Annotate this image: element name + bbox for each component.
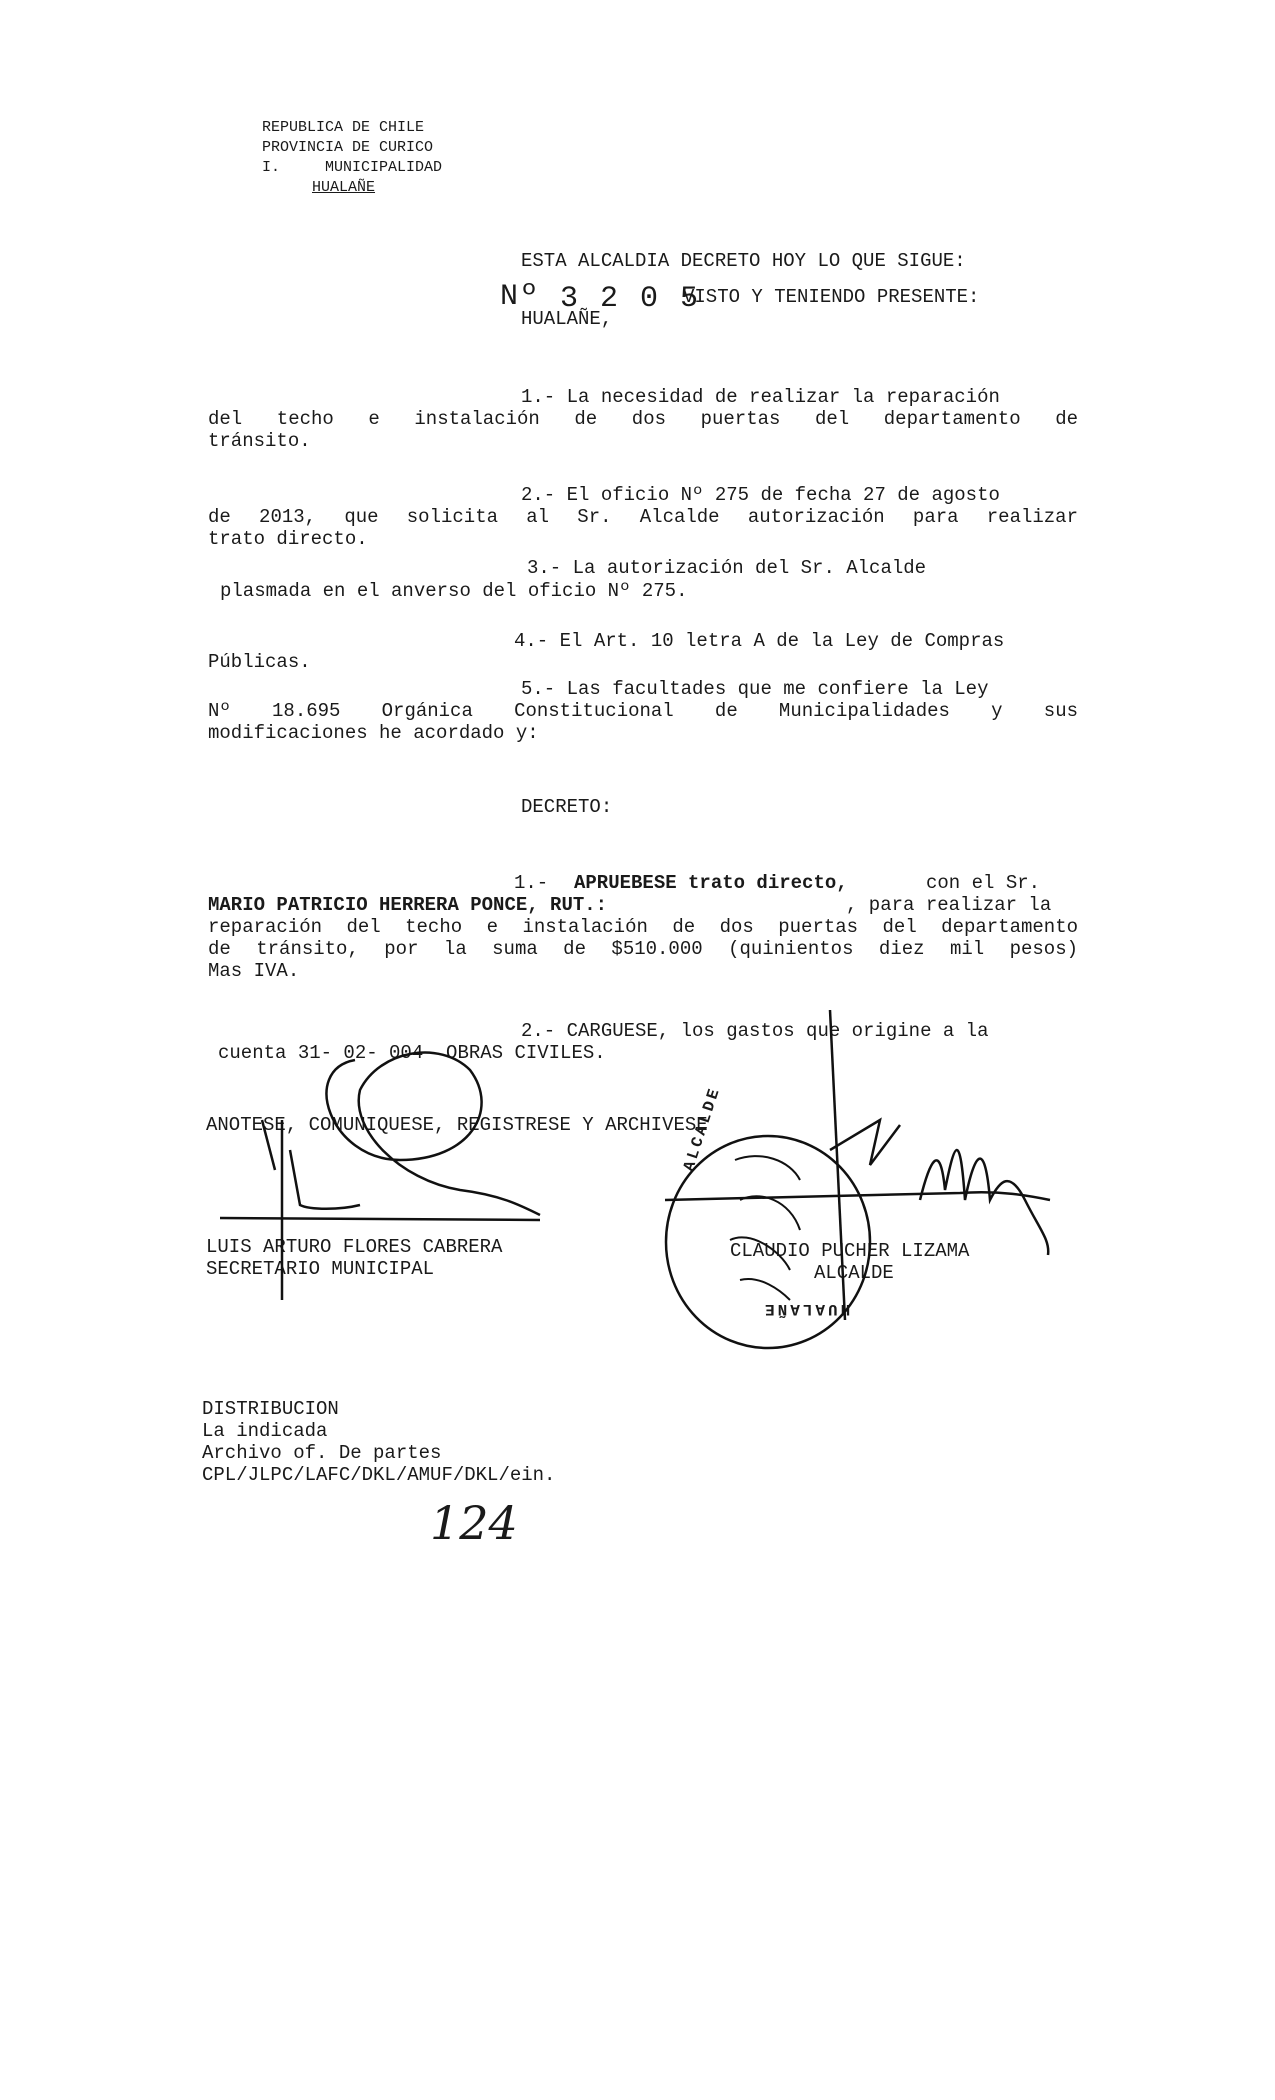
- visto-2-line-2: de 2013, que solicita al Sr. Alcalde autorización para realizar: [208, 506, 1078, 528]
- place-line: HUALAÑE,: [521, 308, 613, 330]
- decreto-1-tail: , para realizar la: [846, 894, 1052, 916]
- handwritten-page-number: 124: [430, 1496, 518, 1550]
- decreto-2-line-2: cuenta 31- 02- 004 OBRAS CIVILES.: [218, 1042, 606, 1064]
- decreto-2-line-1: 2.- CARGUESE, los gastos que origine a la: [521, 1020, 989, 1042]
- visto-2-body: [208, 506, 1078, 550]
- visto-5-line-2: Nº 18.695 Orgánica Constitucional de Municipalidades y sus: [208, 700, 1078, 722]
- visto-4-line-1: 4.- El Art. 10 letra A de la Ley de Compras: [514, 630, 1005, 652]
- visto-line: VISTO Y TENIENDO PRESENTE:: [683, 286, 980, 308]
- distribution-line-3: CPL/JLPC/LAFC/DKL/AMUF/DKL/ein.: [202, 1464, 556, 1486]
- decree-number-prefix: Nº: [500, 280, 541, 314]
- decree-number: 3 2 0 5: [560, 282, 701, 316]
- decreto-1-number: 1.-: [514, 872, 549, 894]
- visto-5-line-1: 5.- Las facultades que me confiere la Ley: [521, 678, 989, 700]
- signature-left-name: LUIS ARTURO FLORES CABRERA: [206, 1236, 503, 1258]
- visto-2-line-3: trato directo.: [208, 528, 368, 550]
- visto-3-line-2: plasmada en el anverso del oficio Nº 275.: [220, 580, 688, 602]
- header-province: PROVINCIA DE CURICO: [262, 139, 434, 156]
- decreto-1-bold: APRUEBESE trato directo,: [574, 872, 848, 894]
- decreto-1-name: MARIO PATRICIO HERRERA PONCE, RUT.:: [208, 894, 608, 916]
- distribution-line-2: Archivo of. De partes: [202, 1442, 442, 1464]
- visto-5-body: [208, 700, 1078, 744]
- signature-left-title: SECRETARIO MUNICIPAL: [206, 1258, 435, 1280]
- visto-1-body: [208, 408, 1078, 452]
- header-republic: REPUBLICA DE CHILE: [262, 119, 425, 136]
- decreto-1-body: [208, 916, 1078, 982]
- decreto-1-rest: con el Sr.: [926, 872, 1041, 894]
- visto-3-line-1: 3.- La autorización del Sr. Alcalde: [527, 557, 927, 579]
- distribution-heading: DISTRIBUCION: [202, 1398, 339, 1420]
- visto-2-line-1: 2.- El oficio Nº 275 de fecha 27 de agosto: [521, 484, 1000, 506]
- visto-1-line-2: del techo e instalación de dos puertas del departamento de: [208, 408, 1078, 430]
- intro-line: ESTA ALCALDIA DECRETO HOY LO QUE SIGUE:: [521, 250, 966, 272]
- visto-4-line-2: Públicas.: [208, 651, 311, 673]
- signature-right-title: ALCALDE: [814, 1262, 894, 1284]
- decreto-1-line-5: Mas IVA.: [208, 960, 300, 982]
- visto-1-line-3: tránsito.: [208, 430, 311, 452]
- visto-1-line-1: 1.- La necesidad de realizar la reparación: [521, 386, 1000, 408]
- closing-line: ANOTESE, COMUNIQUESE, REGISTRESE Y ARCHIVESE: [206, 1114, 708, 1136]
- header-municipality: I. MUNICIPALIDAD: [262, 159, 443, 176]
- distribution-line-1: La indicada: [202, 1420, 328, 1442]
- header-commune: HUALAÑE: [312, 179, 376, 196]
- signature-right-name: CLAUDIO PUCHER LIZAMA: [730, 1240, 970, 1262]
- decreto-1-line-3: reparación del techo e instalación de dos puertas del departamento: [208, 916, 1078, 938]
- stamp-bottom-text: HUALAÑE: [762, 1300, 851, 1318]
- stamp-top-text: ALCALDE: [680, 1084, 725, 1174]
- visto-5-line-3: modificaciones he acordado y:: [208, 722, 539, 744]
- decreto-heading: DECRETO:: [521, 796, 613, 818]
- decreto-1-line-4: de tránsito, por la suma de $510.000 (quinientos diez mil pesos): [208, 938, 1078, 960]
